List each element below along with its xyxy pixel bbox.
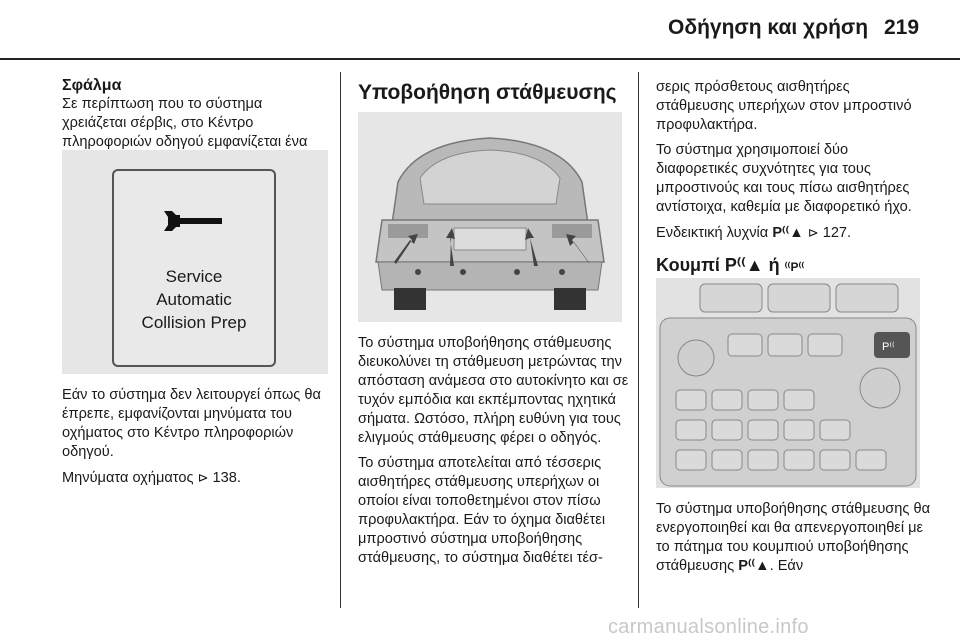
page-ref-icon: ⊳ xyxy=(197,470,209,485)
console-buttons-figure xyxy=(656,278,920,488)
dic-line-service: Service xyxy=(165,267,223,286)
vehicle-messages-ref xyxy=(62,468,328,488)
column-divider-1 xyxy=(340,72,341,608)
svg-text:P⁽⁽: P⁽⁽ xyxy=(882,341,895,353)
button-paragraph-text: Το σύστημα υποβοήθησης στάθμευσης θα ενεργοποιηθεί και θα απενεργοποιηθεί με το πάτημα του κουμπιού υποβοήθησης στάθμευσης xyxy=(656,501,931,574)
page-header xyxy=(0,0,960,58)
column-1-lower xyxy=(62,386,328,494)
malfunction-paragraph: Εάν το σύστημα δεν λειτουργεί όπως θα έπρεπε, εμφανίζονται μηνύματα του οχήματος στο Κέντρο πληροφοριών οδηγού. xyxy=(62,387,321,460)
watermark: carmanualsonline.info xyxy=(608,616,809,638)
indicator-text: Ενδεικτική λυχνία xyxy=(656,225,769,241)
front-sensors-paragraph: σερις πρόσθετους αισθητήρες στάθμευσης υπερήχων στον μπροστινό προφυλακτήρα. xyxy=(656,79,912,133)
parking-assist-symbol: P⁽⁽▲ xyxy=(724,255,764,275)
vehicle-messages-page: 138. xyxy=(212,470,241,486)
frequencies-paragraph: Το σύστημα χρησιμοποιεί δύο διαφορετικές συχνότητες για τους μπροστινούς και τους πίσω αισθητήρες αντίστοιχα, καθεμία με διαφορετικό ήχο. xyxy=(656,142,912,215)
column-3 xyxy=(656,78,926,279)
column-2-heading xyxy=(358,80,628,106)
indicator-ref xyxy=(656,223,926,243)
vehicle-messages-text: Μηνύματα οχήματος xyxy=(62,470,194,486)
dic-line-automatic: Automatic xyxy=(156,290,232,309)
parking-assist-heading: Υποβοήθηση στάθμευσης xyxy=(358,81,617,104)
wrench-icon xyxy=(162,211,224,231)
parking-assist-symbol: P⁽⁽▲ xyxy=(738,558,770,574)
car-rear-sensors-illustration xyxy=(358,112,622,322)
parking-assist-sensors: Το σύστημα αποτελείται από τέσσερις αισθητήρες στάθμευσης υπερήχων οι οποίοι είναι τοποθετημένοι στον πίσω προφυλακτήρα. Εάν το όχημα διαθέτει μπροστινό σύστημα υποβοήθησης στάθμευσης, το σύστημα διαθέτει τέσ- xyxy=(358,455,606,566)
page-ref-icon: ⊳ xyxy=(807,225,819,240)
rear-sensors-figure xyxy=(358,112,622,322)
header-rule xyxy=(0,58,960,60)
section-title: Οδήγηση και χρήση xyxy=(668,16,869,39)
parking-assist-symbol: P⁽⁽▲ xyxy=(772,225,804,241)
dic-screen xyxy=(112,169,276,367)
column-3-body xyxy=(656,500,934,582)
column-2-body xyxy=(358,334,632,574)
dic-display-figure xyxy=(62,150,328,374)
button-paragraph xyxy=(656,500,934,576)
button-heading-or: ή xyxy=(768,255,780,275)
front-rear-parking-symbol: ⁽⁽P⁽⁽ xyxy=(784,260,805,274)
fault-heading: Σφάλμα xyxy=(62,77,122,94)
button-heading-text: Κουμπί xyxy=(656,255,720,275)
fault-paragraph: Σε περίπτωση που το σύστημα χρειάζεται σέρβις, στο Κέντρο πληροφοριών οδηγού εμφανίζεται ένα xyxy=(62,96,308,150)
indicator-page: 127. xyxy=(822,225,852,241)
button-heading xyxy=(656,253,926,279)
dic-line-collision: Collision Prep xyxy=(141,313,247,332)
center-console-illustration xyxy=(656,278,920,488)
page-number: 219 xyxy=(884,16,920,39)
parking-assist-intro: Το σύστημα υποβοήθησης στάθμευσης διευκολύνει τη στάθμευση μετρώντας την απόσταση ανάμεσα στο αυτοκίνητο και σε τυχόν εμπόδια και εκπέμποντας ηχητικά σήματα. Ωστόσο, πλήρη ευθύνη για τους ελιγμούς στάθμευσης φέρει ο οδηγός. xyxy=(358,335,629,446)
column-divider-2 xyxy=(638,72,639,608)
button-paragraph-end: . Εάν xyxy=(769,558,804,574)
